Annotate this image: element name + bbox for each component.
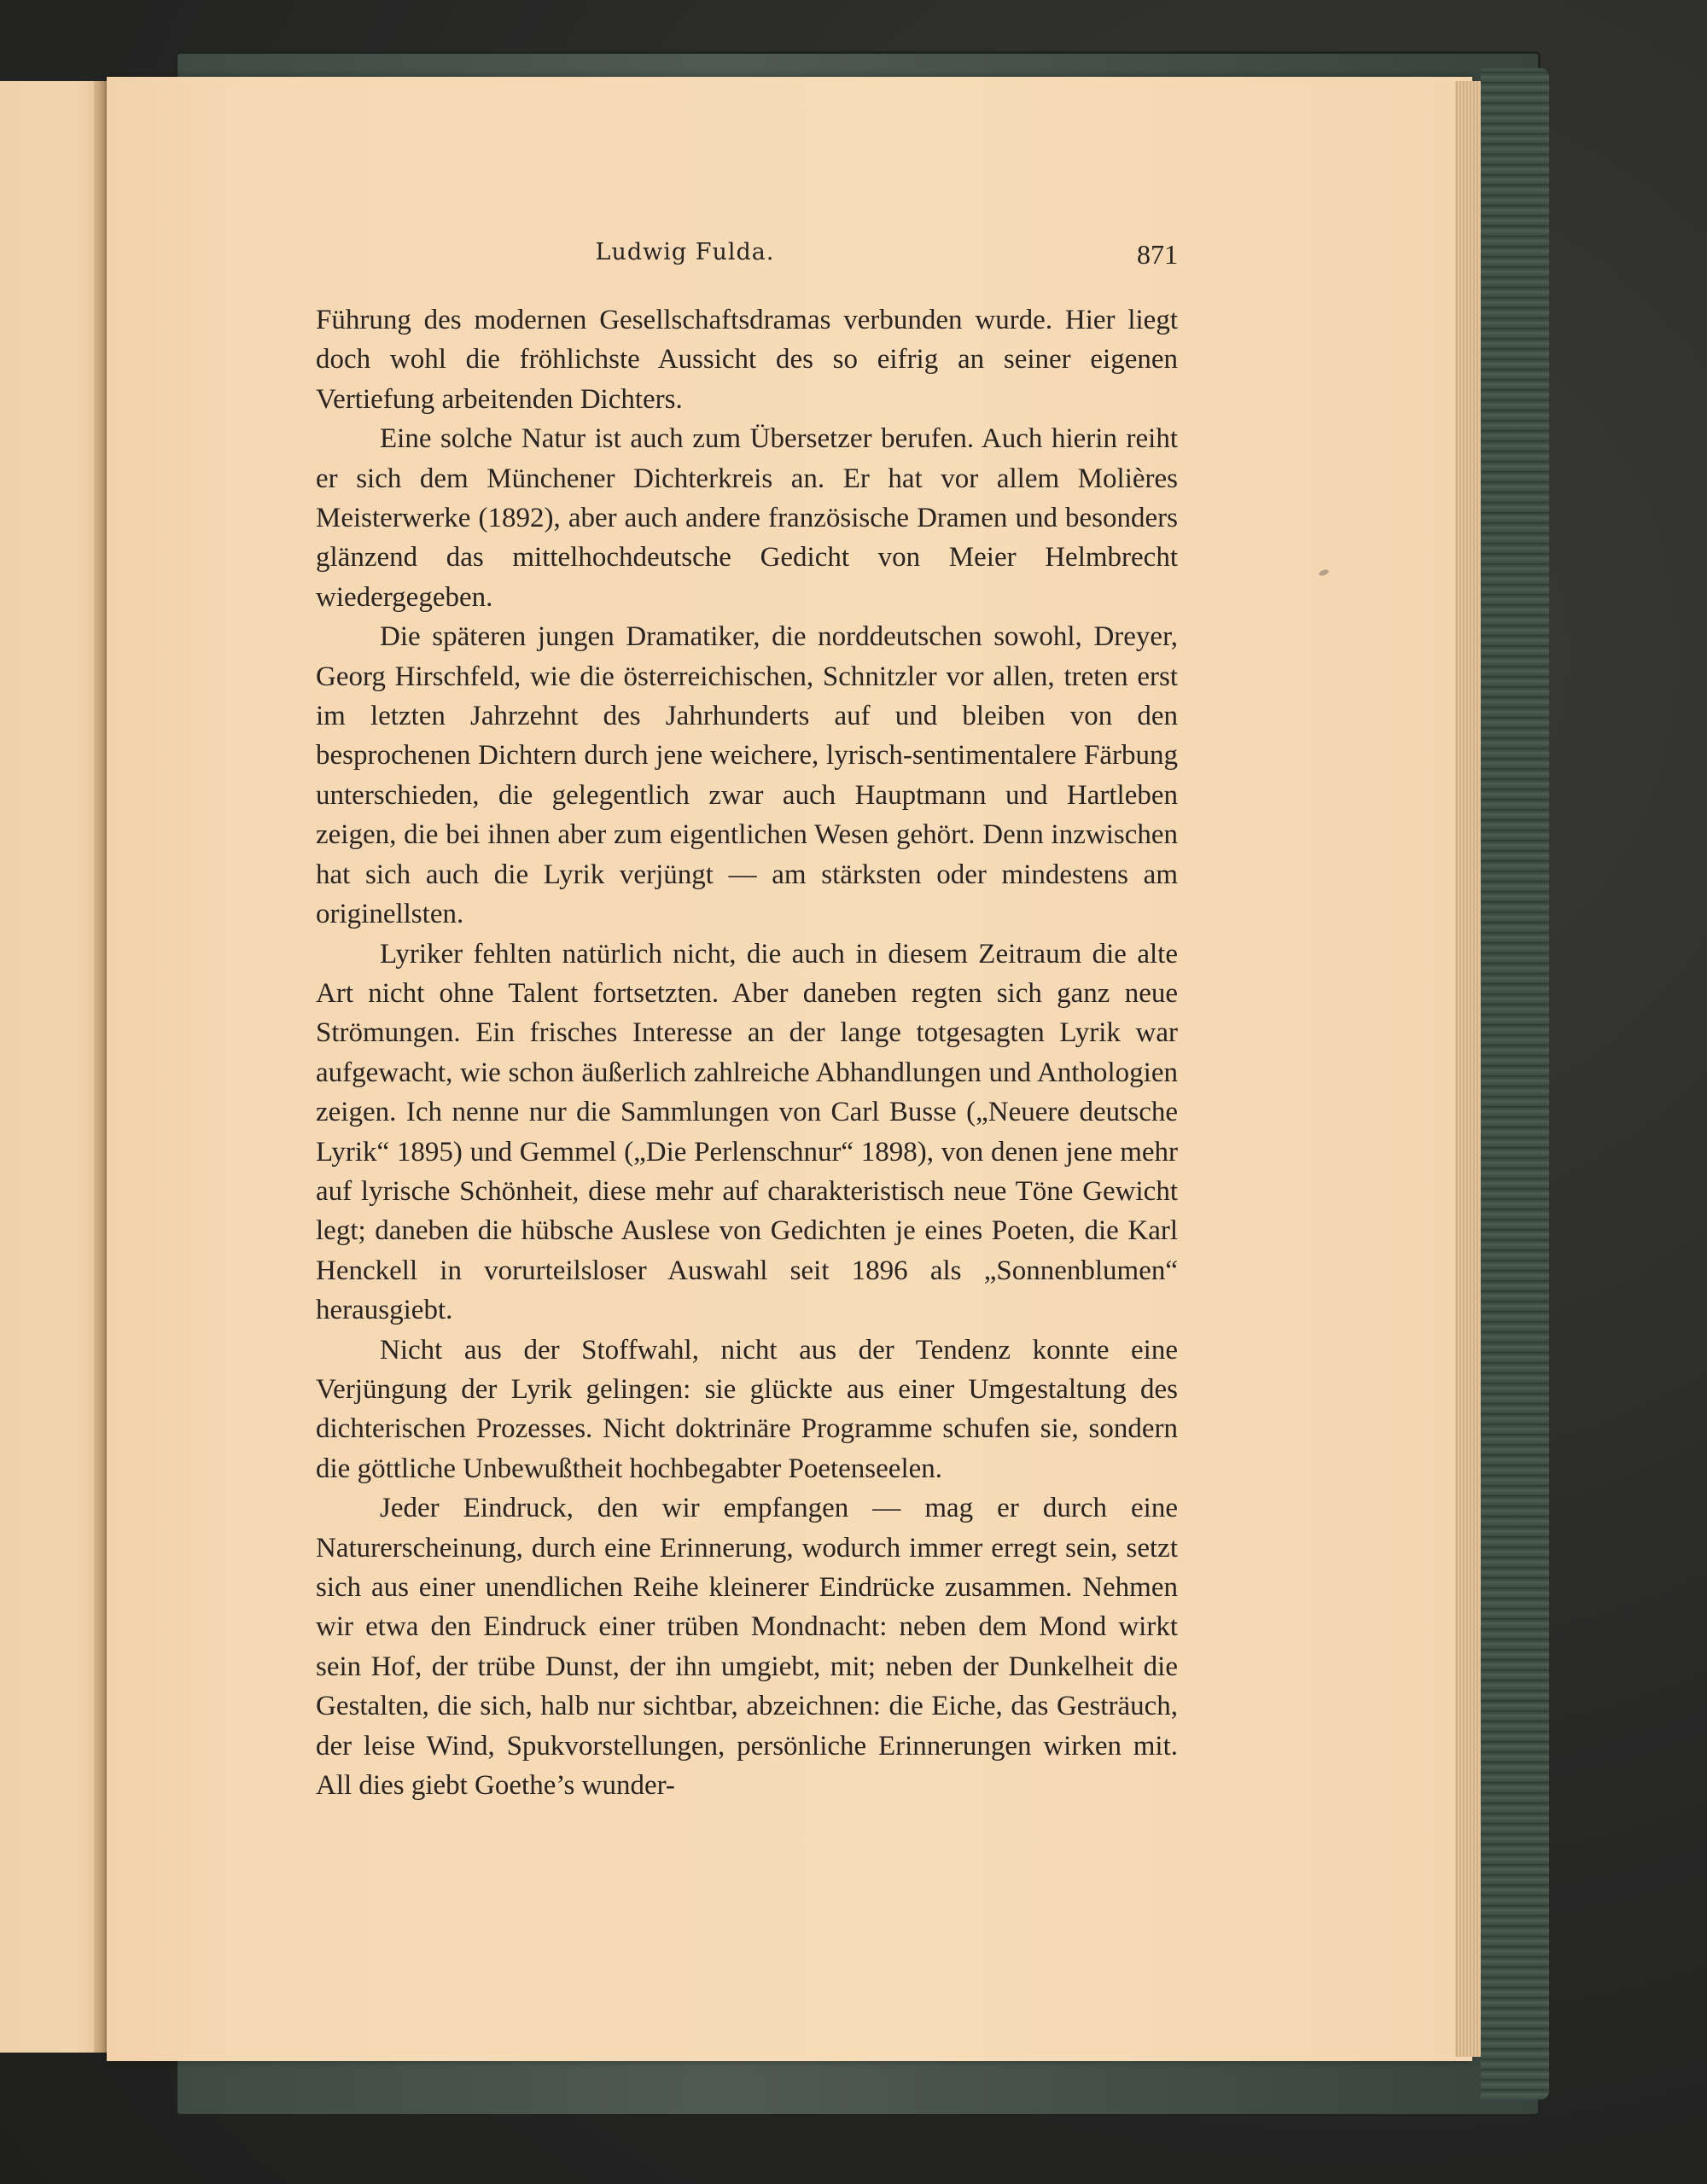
paragraph: Lyriker fehlten natürlich nicht, die auch in diesem Zeitraum die alte Art nicht ohne Talent fortsetzten. Aber daneben regten sich ganz neue Strömungen. Ein frisches Interesse an der lange totgesagten Lyrik war aufgewacht, wie schon äußerlich zahlreiche Abhandlungen und Anthologien zeigen. Ich nenne nur die Sammlungen von Carl Busse („Neuere deutsche Lyrik“ 1895) und Gemmel („Die Perlenschnur“ 1898), von denen jene mehr auf lyrische Schönheit, diese mehr auf charakteristisch neue Töne Gewicht legt; daneben die hübsche Auslese von Gedichten je eines Poeten, die Karl Henckell in vorurteilsloser Auswahl seit 1896 als „Sonnenblumen“ herausgiebt. <box>316 938 1178 1326</box>
page-stack-edges <box>1455 81 1481 2057</box>
book-cover-edge <box>1481 68 1549 2100</box>
body-text <box>316 300 1178 1805</box>
paragraph: Jeder Eindruck, den wir empfangen — mag er durch eine Naturerscheinung, durch eine Erinnerung, wodurch immer erregt sein, setzt sich aus einer unendlichen Reihe kleinerer Eindrücke zusammen. Nehmen wir etwa den Eindruck einer trüben Mondnacht: neben dem Mond wirkt sein Hof, der trübe Dunst, der ihn umgiebt, mit; neben der Dunkelheit die Gestalten, die sich, halb nur sichtbar, abzeichnen: die Eiche, das Gesträuch, der leise Wind, Spukvorstellungen, persönliche Erinnerungen wirken mit. All dies giebt Goethe’s wunder- <box>316 1493 1178 1802</box>
left-page-edge <box>0 81 107 2053</box>
page-number: 871 <box>1137 239 1178 270</box>
paragraph: Führung des modernen Gesellschaftsdramas verbunden wurde. Hier liegt doch wohl die fröhlichste Aussicht des so eifrig an seiner eigenen Vertiefung arbeitenden Dichters. <box>316 305 1178 415</box>
paragraph: Eine solche Natur ist auch zum Übersetzer berufen. Auch hierin reiht er sich dem Münchener Dichterkreis an. Er hat vor allem Molières Meisterwerke (1892), aber auch andere französische Dramen und besonders glänzend das mittelhochdeutsche Gedicht von Meier Helmbrecht wiedergegeben. <box>316 423 1178 613</box>
paragraph: Nicht aus der Stoffwahl, nicht aus der Tendenz konnte eine Verjüngung der Lyrik gelingen: sie glückte aus einer Umgestaltung des dichterischen Prozesses. Nicht doktrinäre Programme schufen sie, sondern die göttliche Unbewußtheit hochbegabter Poetenseelen. <box>316 1334 1178 1484</box>
running-head: Ludwig Fulda. <box>595 239 775 265</box>
paragraph: Die späteren jungen Dramatiker, die norddeutschen sowohl, Dreyer, Georg Hirschfeld, wie die österreichischen, Schnitzler vor allen, treten erst im letzten Jahrzehnt des Jahrhunderts auf und bleiben von den besprochenen Dichtern durch jene weichere, lyrisch-sentimentalere Färbung unterschieden, die gelegentlich zwar auch Hauptmann und Hartleben zeigen, die bei ihnen aber zum eigentlichen Wesen gehört. Denn inzwischen hat sich auch die Lyrik verjüngt — am stärksten oder mindestens am originellsten. <box>316 621 1178 930</box>
page-header <box>192 239 1178 273</box>
